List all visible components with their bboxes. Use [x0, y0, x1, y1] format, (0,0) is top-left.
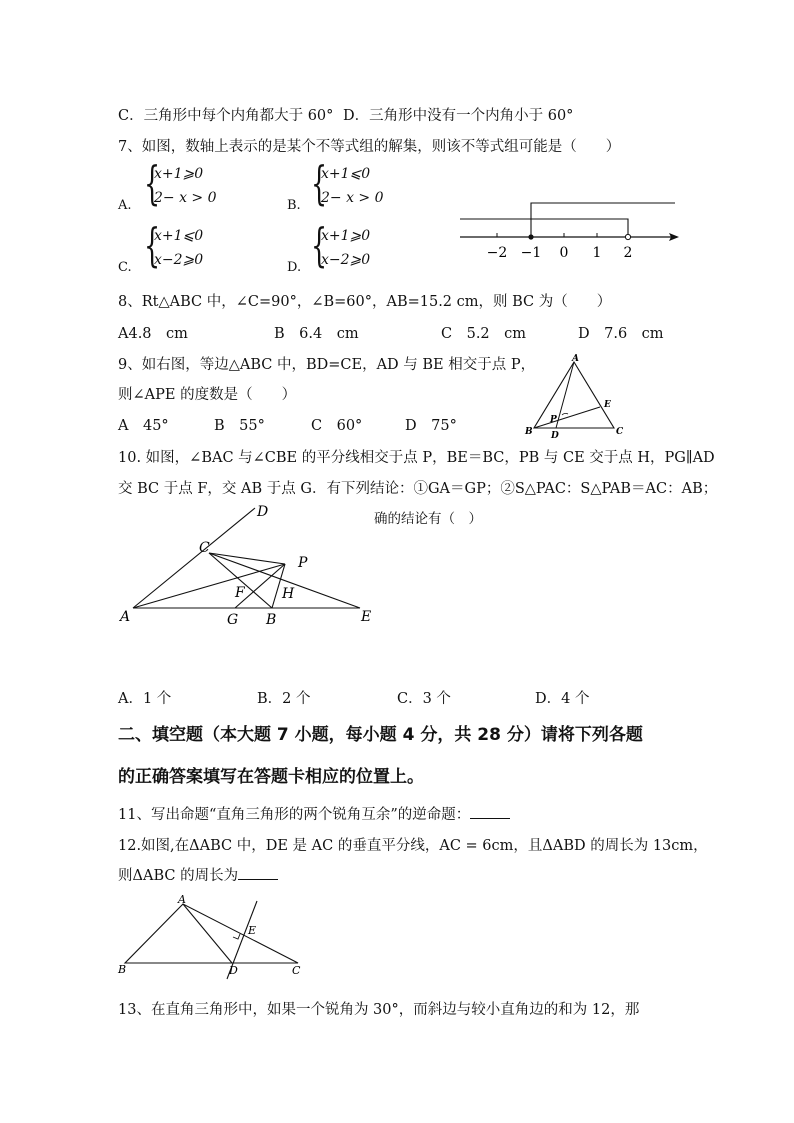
- answer-blank: [470, 806, 510, 819]
- q10-option-b: B．2 个: [257, 691, 311, 707]
- q7-number-line-figure: [455, 195, 685, 270]
- point-label: E: [604, 400, 611, 410]
- point-label: C: [199, 540, 210, 556]
- point-label: D: [229, 964, 238, 977]
- point-label: F: [235, 585, 245, 601]
- q7-option-c-label: C.: [118, 260, 132, 275]
- q7-option-a-label: A.: [118, 198, 132, 213]
- q7-stem: 7、如图，数轴上表示的是某个不等式组的解集，则该不等式组可能是（ ）: [118, 139, 621, 155]
- q9-option-b: B 55°: [214, 418, 265, 434]
- q9-option-d: D 75°: [405, 418, 457, 434]
- right-angle-icon: [233, 934, 240, 939]
- q9-option-c: C 60°: [311, 418, 363, 434]
- q8-option-c: C 5.2 cm: [441, 326, 527, 342]
- point-label: D: [257, 504, 269, 520]
- q9-option-a: A 45°: [118, 418, 169, 434]
- point-label: E: [361, 609, 372, 625]
- q7-a-line1: x+1⩾0: [154, 166, 204, 182]
- q7-c-line2: x−2⩾0: [154, 252, 204, 268]
- point-label: H: [282, 586, 295, 602]
- q12-line1: 12.如图,在ΔABC 中，DE 是 AC 的垂直平分线，AC = 6cm，且ΔABD 的周长为 13cm，: [118, 838, 708, 854]
- q10-geometry-figure: [115, 500, 380, 630]
- segment-be: [534, 407, 600, 428]
- brace-icon: {: [311, 218, 328, 272]
- tick-label: −2: [486, 245, 508, 261]
- q8-option-d: D 7.6 cm: [578, 326, 664, 342]
- hollow-dot-icon: [625, 234, 630, 239]
- point-label: B: [118, 963, 127, 976]
- point-label: A: [178, 893, 186, 906]
- q7-option-d-label: D.: [287, 260, 302, 275]
- brace-icon: {: [144, 218, 161, 272]
- q7-c-line1: x+1⩽0: [154, 228, 204, 244]
- point-label: D: [551, 431, 559, 441]
- q8-option-b: B 6.4 cm: [274, 326, 359, 342]
- q11: [118, 803, 510, 824]
- q6-option-c: C．三角形中每个内角都大于 60°: [118, 108, 334, 124]
- q10-line1: 10. 如图，∠BAC 与∠CBE 的平分线相交于点 P，BE＝BC，PB 与 CE 交于点 H，PG∥AD: [118, 450, 715, 466]
- number-line-ticks: [497, 233, 628, 237]
- q7-option-c: [118, 218, 248, 278]
- q7-option-b-label: B.: [287, 198, 301, 213]
- q7-option-a: [118, 156, 248, 216]
- point-label: A: [572, 354, 579, 364]
- point-label: C: [616, 427, 624, 437]
- number-line-bracket-ray: [531, 203, 675, 237]
- answer-blank: [238, 867, 278, 880]
- q9-line1: 9、如右图，等边△ABC 中，BD=CE，AD 与 BE 相交于点 P，: [118, 357, 536, 373]
- q11-stem: 11、写出命题“直角三角形的两个锐角互余”的逆命题：: [118, 807, 471, 823]
- q7-b-line2: 2− x > 0: [321, 190, 384, 206]
- q7-option-d: [287, 218, 417, 278]
- point-label: B: [525, 427, 533, 437]
- q7-a-line2: 2− x > 0: [154, 190, 217, 206]
- segment-ap: [133, 564, 285, 608]
- point-label: P: [550, 415, 557, 425]
- q10-option-d: D．4 个: [535, 691, 590, 707]
- point-label: A: [120, 609, 131, 625]
- brace-icon: {: [144, 156, 161, 210]
- q8-option-a: A4.8 cm: [118, 326, 188, 342]
- tick-label: −1: [520, 245, 542, 261]
- q10-option-c: C．3 个: [397, 691, 451, 707]
- q10-option-a: A．1 个: [118, 691, 172, 707]
- point-label: E: [248, 924, 257, 937]
- tick-label: 2: [623, 245, 633, 261]
- q12-line2: 则ΔABC 的周长为: [118, 868, 239, 884]
- point-label: G: [227, 612, 239, 628]
- section-2-heading-line1: 二、填空题（本大题 7 小题，每小题 4 分，共 28 分）请将下列各题: [118, 725, 643, 745]
- q7-option-b: [287, 156, 417, 216]
- point-label: B: [266, 612, 277, 628]
- segment-ad: [183, 904, 232, 963]
- number-line-bracket-upper: [460, 219, 628, 237]
- solid-dot-icon: [528, 234, 533, 239]
- q7-d-line1: x+1⩾0: [321, 228, 371, 244]
- q7-d-line2: x−2⩾0: [321, 252, 371, 268]
- q9-triangle-figure: [520, 352, 630, 442]
- tick-label: 0: [559, 245, 569, 261]
- triangle-abc: [125, 904, 298, 963]
- point-label: C: [292, 964, 301, 977]
- q12-triangle-figure: [115, 893, 315, 983]
- q10-line3: 确的结论有（ ）: [374, 511, 482, 527]
- q10-line2: 交 BC 于点 F，交 AB 于点 G．有下列结论：①GA＝GP；②S△PAC：S△PAB＝AC：AB；: [118, 481, 718, 497]
- brace-icon: {: [311, 156, 328, 210]
- section-2-heading-line2: 的正确答案填写在答题卡相应的位置上。: [118, 767, 424, 787]
- q6-option-d: D．三角形中没有一个内角小于 60°: [343, 108, 574, 124]
- triangle-abc: [534, 362, 614, 428]
- q8-stem: 8、Rt△ABC 中，∠C=90°，∠B=60°，AB=15.2 cm，则 BC 为（ ）: [118, 294, 612, 310]
- angle-arc-icon: [562, 413, 568, 415]
- point-label: P: [298, 555, 308, 571]
- tick-label: 1: [592, 245, 602, 261]
- q12: [118, 864, 278, 885]
- q9-line2: 则∠APE 的度数是（ ）: [118, 387, 297, 403]
- q13-stem: 13、在直角三角形中，如果一个锐角为 30°，而斜边与较小直角边的和为 12，那: [118, 1002, 640, 1018]
- q7-b-line1: x+1⩽0: [321, 166, 371, 182]
